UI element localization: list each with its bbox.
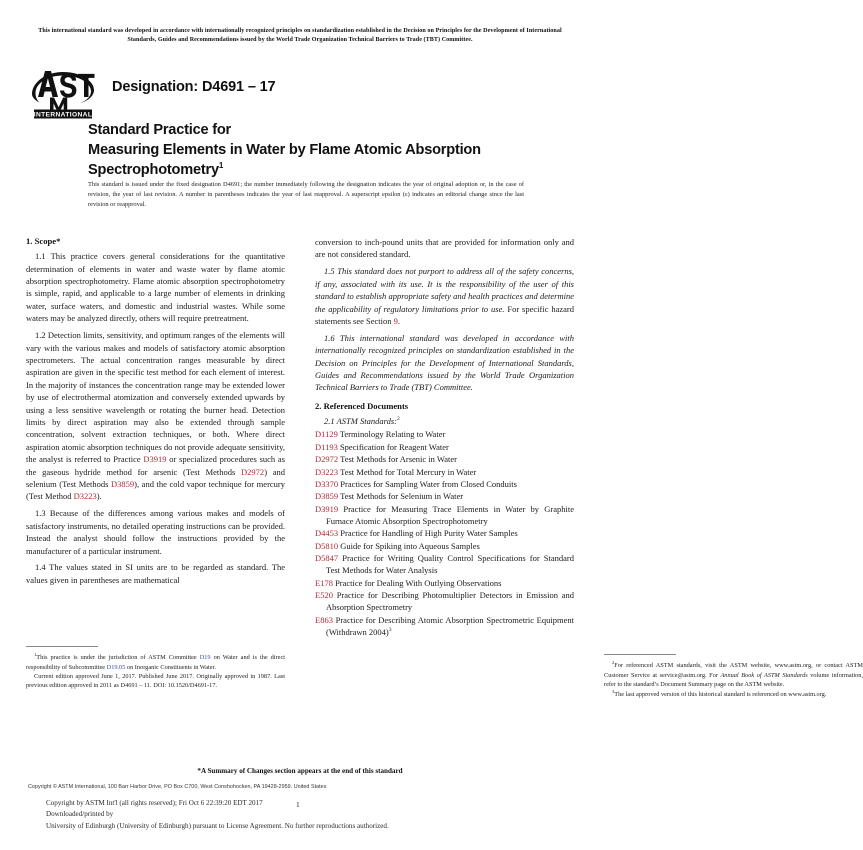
list-item[interactable] [315,614,574,639]
title-footnote-marker: 1 [218,161,224,171]
p12-text-b: or specialized procedures such as the gaseous hydride method for arsenic (Test Methods [26,454,285,477]
ref-link-d3223[interactable]: D3223 [73,491,97,502]
ref-title-d3223: Test Method for Total Mercury in Water [338,466,477,477]
list-item[interactable] [315,490,574,502]
designation-label: Designation: D4691 – 17 [112,79,276,95]
paragraph-1-4-right: conversion to inch-pound units that are provided for information only and are not considered standard. [315,237,574,260]
list-item[interactable] [315,589,574,614]
ref-title-d5847: Practice for Writing Quality Control Specifications for Standard Test Methods for Water Analysis [326,553,574,576]
ref-title-d1129: Terminology Relating to Water [337,429,446,440]
ref-title-d4453: Practice for Handling of High Purity Water Samples [338,528,518,539]
footnote-2 [604,660,863,689]
paragraph-1-2 [26,329,285,503]
p15-text-c: . [397,315,400,326]
ref-title-d3370: Practices for Sampling Water from Closed Conduits [338,478,517,489]
p15-text-b: For specific hazard statements see Section [315,303,574,326]
astm-standards-footnote-marker: 2 [396,416,400,423]
ref-link-e520[interactable]: E520 [315,590,333,601]
astm-standards-label: 2.1 ASTM Standards: [324,416,397,427]
referenced-standards-list [315,428,574,638]
p12-text-c: ) and selenium (Test Methods [26,466,286,489]
ref-link-e178[interactable]: E178 [315,577,333,588]
left-footnotes [26,652,285,691]
ref-link-d19[interactable]: D19 [199,654,211,662]
referenced-documents-heading: 2. Referenced Documents [315,400,409,411]
paragraph-1-5 [315,265,574,327]
footnote-2-b: volume information, refer to the standard’s Document Summary page on the ASTM website. [604,671,863,688]
right-column [315,236,863,699]
ref-title-d2972: Test Methods for Arsenic in Water [338,454,457,465]
copyright-line: Copyright © ASTM International, 100 Barr Harbor Drive, PO Box C700, West Conshohocken, PA 19428-2959. United States [28,784,327,790]
page-number: 1 [296,800,300,809]
ref-e863-footnote-marker: 3 [388,627,392,634]
p12-text-a: 1.2 Detection limits, sensitivity, and optimum ranges of the elements will vary with the various makes and models of satisfactory atomic absorption spectrometers. The actual concentration ranges measurable by direct aspiration are given in the specific test method for each element of interest. In the majority of instances the concentration range may be extended lower by use of electrothermal atomization and conversely extended upwards by using a less sensitive wavelength or rotating the burner head. Detection limits by direct aspiration may also be extended through sample concentration, solvent extraction techniques, or both. Where direct aspiration atomic absorption techniques do not provide adequate sensitivity, the analyst is referred to Practice [26,330,285,465]
list-item[interactable] [315,503,574,528]
footnote-1-b: on Water and is the direct responsibility of Subcommittee [26,654,285,671]
ref-title-d3919: Practice for Measuring Trace Elements in Water by Graphite Furnace Atomic Absorption Spectrophotometry [326,503,574,526]
footnote-edition: Current edition approved June 1, 2017. Published June 2017. Originally approved in 1987. Last previous edition approved in 2011 as D4691 – 11. DOI: 10.1520/D4691-17. [26,672,285,690]
footnote-2-a: For referenced ASTM standards, visit the ASTM website, www.astm.org, or contact ASTM Customer Service at service@astm.org. For [604,662,863,679]
ref-link-d5810[interactable]: D5810 [315,540,339,551]
footnote-3 [604,689,863,700]
list-item[interactable] [315,540,574,552]
footnote-1-a: This practice is under the jurisdiction of ASTM Committee [36,654,200,662]
footnote-rule [604,654,676,655]
ref-link-d3370[interactable]: D3370 [315,478,339,489]
p12-text-d: ), and the cold vapor technique for mercury (Test Method [26,478,285,502]
footnote-2-em: Annual Book of ASTM Standards [720,671,808,679]
paragraph-1-1: 1.1 This practice covers general considerations for the quantitative determination of elements in water and waste water by flame atomic absorption spectrophotometry. Flame atomic absorption spectrophotometry is simple, rapid, and applicable to a large number of elements in drinking water, surface waters, and domestic and industrial wastes. While some waters may be analyzed directly, others will require pretreatment. [26,251,285,324]
ref-link-d2972[interactable]: D2972 [315,454,339,465]
stamp-line-2: Downloaded/printed by [46,810,114,819]
footnote-1-marker: 1 [34,652,37,657]
list-item[interactable] [315,478,574,490]
footnote-1-c: on Inorganic Constituents in Water. [125,663,216,671]
stamp-line-1: Copyright by ASTM Int'l (all rights reserved); Fri Oct 6 22:39:20 EDT 2017 [46,799,263,807]
title-line-2: Measuring Elements in Water by Flame Atomic Absorption [88,141,481,158]
p15-text-a: 1.5 This standard does not purport to address all of the safety concerns, if any, associated with its use. It is the responsibility of the user of this standard to establish appropriate safety and health practices and determine the applicability of regulatory limitations prior to use. [315,266,574,314]
footnote-2-marker: 2 [612,660,615,665]
body-columns [26,236,863,726]
footnote-1 [26,652,285,672]
ref-link-section-9[interactable]: 9 [393,315,398,326]
title-line-1: Standard Practice for [88,122,232,138]
footnote-3-marker: 3 [612,689,615,695]
ref-link-d3919[interactable]: D3919 [315,503,339,514]
left-footnote-block [26,637,285,691]
left-column [26,236,286,690]
ref-link-d1193[interactable]: D1193 [315,441,338,452]
title-line-3-text: Spectrophotometry [88,161,219,178]
ref-link-d3859[interactable]: D3859 [315,491,339,502]
paragraph-1-4-left: 1.4 The values stated in SI units are to be regarded as standard. The values given in parentheses are mathematical [26,562,285,585]
right-footnotes [604,660,863,700]
ref-title-d1193: Specification for Reagent Water [337,441,449,452]
title-line-3 [88,161,528,181]
astm-logo-icon [30,63,96,119]
ref-link-d3919[interactable]: D3919 [143,454,167,465]
svg-text:INTERNATIONAL: INTERNATIONAL [33,111,93,119]
ref-link-d5847[interactable]: D5847 [315,553,339,564]
summary-of-changes-note: *A Summary of Changes section appears at the end of this standard [197,767,403,775]
ref-link-d4453[interactable]: D4453 [315,528,339,539]
list-item[interactable] [315,441,574,453]
paragraph-1-3: 1.3 Because of the differences among various makes and models of satisfactory instruments, no detailed operating instructions can be provided. Instead the analyst should follow the instructions provided by the manufacturer of a particular instrument. [26,508,285,556]
ref-title-d3859: Test Methods for Selenium in Water [338,491,464,502]
ref-link-d3223[interactable]: D3223 [315,466,339,477]
ref-title-e863: Practice for Describing Atomic Absorption Spectrometric Equipment (Withdrawn 2004) [326,614,574,638]
ref-title-d5810: Guide for Spiking into Aqueous Samples [338,540,480,551]
tbt-note: This international standard was developed in accordance with internationally recognized principles on standardization established in the Decision on Principles for the Development of International Standards, Guides and Recommendations issued by the World Trade Organization Technical Barriers to Trade (TBT) Committee. [38,28,562,44]
scope-heading: 1. Scope* [26,236,61,246]
ref-link-d19-05[interactable]: D19.05 [106,663,126,671]
p12-text-e: ). [96,491,102,502]
page-title [88,121,528,181]
list-item[interactable] [315,453,574,465]
stamp-line-3: University of Edinburgh (University of Edinburgh) pursuant to License Agreement. No further reproductions authorized. [46,821,389,830]
list-item[interactable] [315,552,574,577]
list-item[interactable] [315,466,574,478]
list-item[interactable] [315,428,574,440]
ref-title-e178: Practice for Dealing With Outlying Observations [332,577,502,588]
footnote-rule [26,646,98,647]
footnote-3-text: The last approved version of this historical standard is referenced on www.astm.org. [614,691,827,699]
astm-standards-subheading [315,415,574,427]
ref-link-d1129[interactable]: D1129 [315,429,338,440]
ref-link-d2972[interactable]: D2972 [241,466,265,477]
download-stamp [46,798,566,832]
paragraph-1-6: 1.6 This international standard was developed in accordance with internationally recognized principles on standardization established in the Decision on Principles for the Development of International Standards, Guides and Recommendations issued by the World Trade Organization Technical Barriers to Trade (TBT) Committee. [315,332,574,393]
issued-note: This standard is issued under the fixed designation D4691; the number immediately following the designation indicates the year of original adoption or, in the case of revision, the year of last revision. A number in parentheses indicates the year of last reapproval. A superscript epsilon (ε) indicates an editorial change since the last revision or reapproval. [88,181,524,209]
ref-link-d3859[interactable]: D3859 [111,478,135,489]
list-item[interactable] [315,577,574,589]
list-item[interactable] [315,527,574,539]
ref-link-e863[interactable]: E863 [315,614,333,625]
right-footnote-block [604,645,863,700]
ref-title-e520: Practice for Describing Photomultiplier Detectors in Emission and Absorption Spectrometry [326,590,574,613]
designation-row [26,63,574,121]
